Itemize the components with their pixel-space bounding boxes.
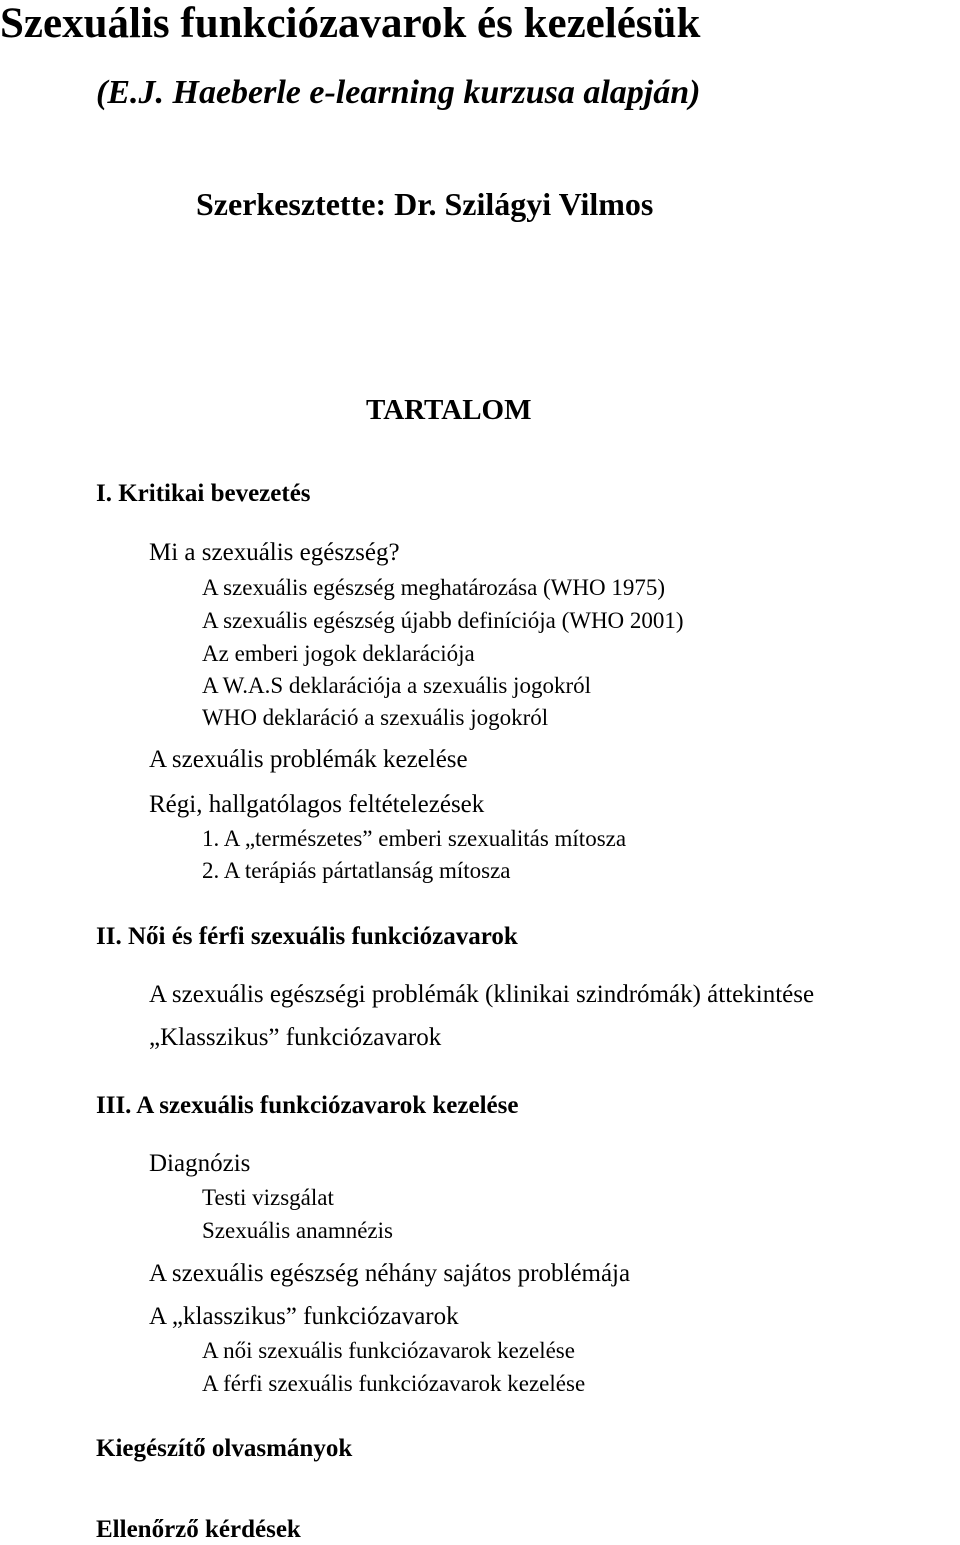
toc-subentry: A W.A.S deklarációja a szexuális jogokról: [202, 673, 592, 698]
toc-subentry: WHO deklaráció a szexuális jogokról: [202, 705, 549, 730]
toc-subentry: A szexuális egészség meghatározása (WHO 1975): [202, 575, 666, 600]
section-heading-supplementary: Kiegészítő olvasmányok: [96, 1435, 353, 1462]
editor-line: Szerkesztette: Dr. Szilágyi Vilmos: [196, 186, 654, 222]
toc-subentry: A női szexuális funkciózavarok kezelése: [202, 1338, 575, 1363]
toc-heading: TARTALOM: [366, 394, 532, 426]
toc-entry: A „klasszikus” funkciózavarok: [149, 1303, 459, 1330]
toc-entry: Régi, hallgatólagos feltételezések: [149, 791, 485, 818]
section-heading-1: I. Kritikai bevezetés: [96, 480, 311, 507]
toc-entry: A szexuális egészségi problémák (klinikai szindrómák) áttekintése: [149, 981, 815, 1008]
toc-subentry: 1. A „természetes” emberi szexualitás mítosza: [202, 826, 627, 851]
toc-entry: „Klasszikus” funkciózavarok: [149, 1024, 442, 1051]
toc-subentry: A szexuális egészség újabb definíciója (WHO 2001): [202, 608, 684, 633]
document-subtitle: (E.J. Haeberle e-learning kurzusa alapján): [96, 74, 701, 111]
toc-subentry: A férfi szexuális funkciózavarok kezelése: [202, 1371, 586, 1396]
document-title: Szexuális funkciózavarok és kezelésük: [0, 0, 701, 47]
toc-subentry: Szexuális anamnézis: [202, 1218, 393, 1243]
section-heading-3: III. A szexuális funkciózavarok kezelése: [96, 1092, 519, 1119]
section-heading-review: Ellenőrző kérdések: [96, 1516, 301, 1543]
toc-subentry: 2. A terápiás pártatlanság mítosza: [202, 858, 511, 883]
toc-subentry: Testi vizsgálat: [202, 1185, 334, 1210]
toc-entry: A szexuális problémák kezelése: [149, 746, 468, 773]
section-heading-2: II. Női és férfi szexuális funkciózavarok: [96, 923, 518, 950]
toc-subentry: Az emberi jogok deklarációja: [202, 641, 475, 666]
toc-entry: A szexuális egészség néhány sajátos problémája: [149, 1260, 631, 1287]
toc-entry: Mi a szexuális egészség?: [149, 539, 400, 566]
toc-entry: Diagnózis: [149, 1150, 251, 1177]
